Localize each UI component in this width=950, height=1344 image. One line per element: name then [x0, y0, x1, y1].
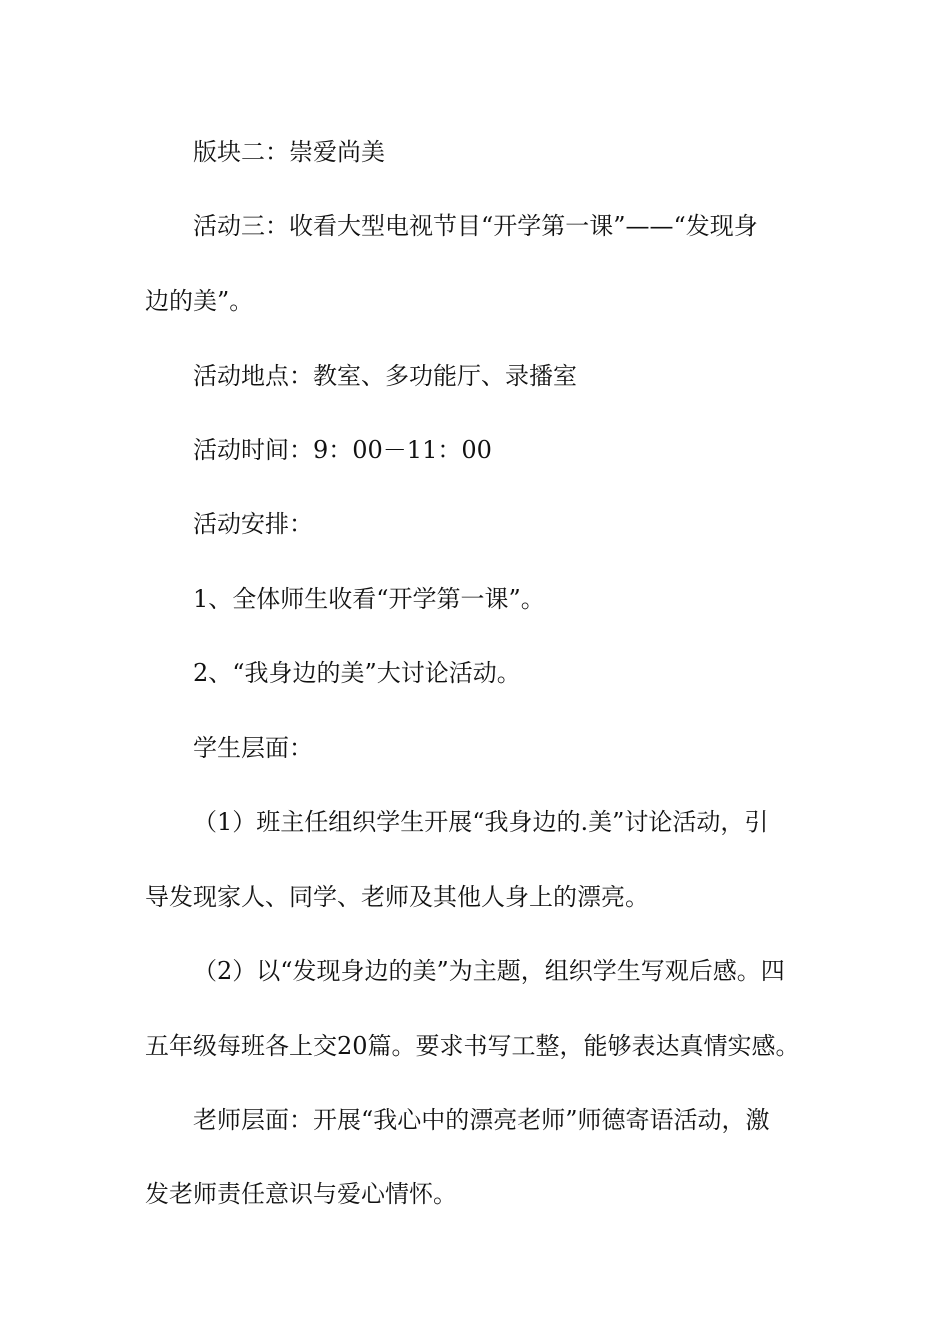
section-heading: 版块二：崇爱尚美 [193, 138, 385, 166]
activity-title-line-2: 边的美”。 [145, 287, 254, 315]
student-item-2-line-1: （2）以“发现身边的美”为主题，组织学生写观后感。四 [193, 957, 785, 985]
activity-location: 活动地点：教室、多功能厅、录播室 [193, 362, 577, 390]
activity-title-line-1: 活动三：收看大型电视节目“开学第一课”——“发现身 [193, 212, 758, 240]
student-item-2-line-2: 五年级每班各上交20篇。要求书写工整，能够表达真情实感。 [145, 1032, 800, 1060]
teacher-level-line-2: 发老师责任意识与爱心情怀。 [145, 1180, 457, 1208]
student-item-1-line-2: 导发现家人、同学、老师及其他人身上的漂亮。 [145, 883, 649, 911]
arrangement-item-2: 2、“我身边的美”大讨论活动。 [193, 659, 521, 687]
activity-time: 活动时间：9：00－11：00 [193, 436, 492, 464]
activity-arrangement-heading: 活动安排： [193, 510, 313, 538]
student-item-1-line-1: （1）班主任组织学生开展“我身边的.美”讨论活动，引 [193, 808, 769, 836]
teacher-level-line-1: 老师层面：开展“我心中的漂亮老师”师德寄语活动，激 [193, 1106, 770, 1134]
student-level-heading: 学生层面： [193, 734, 313, 762]
arrangement-item-1: 1、全体师生收看“开学第一课”。 [193, 585, 545, 613]
